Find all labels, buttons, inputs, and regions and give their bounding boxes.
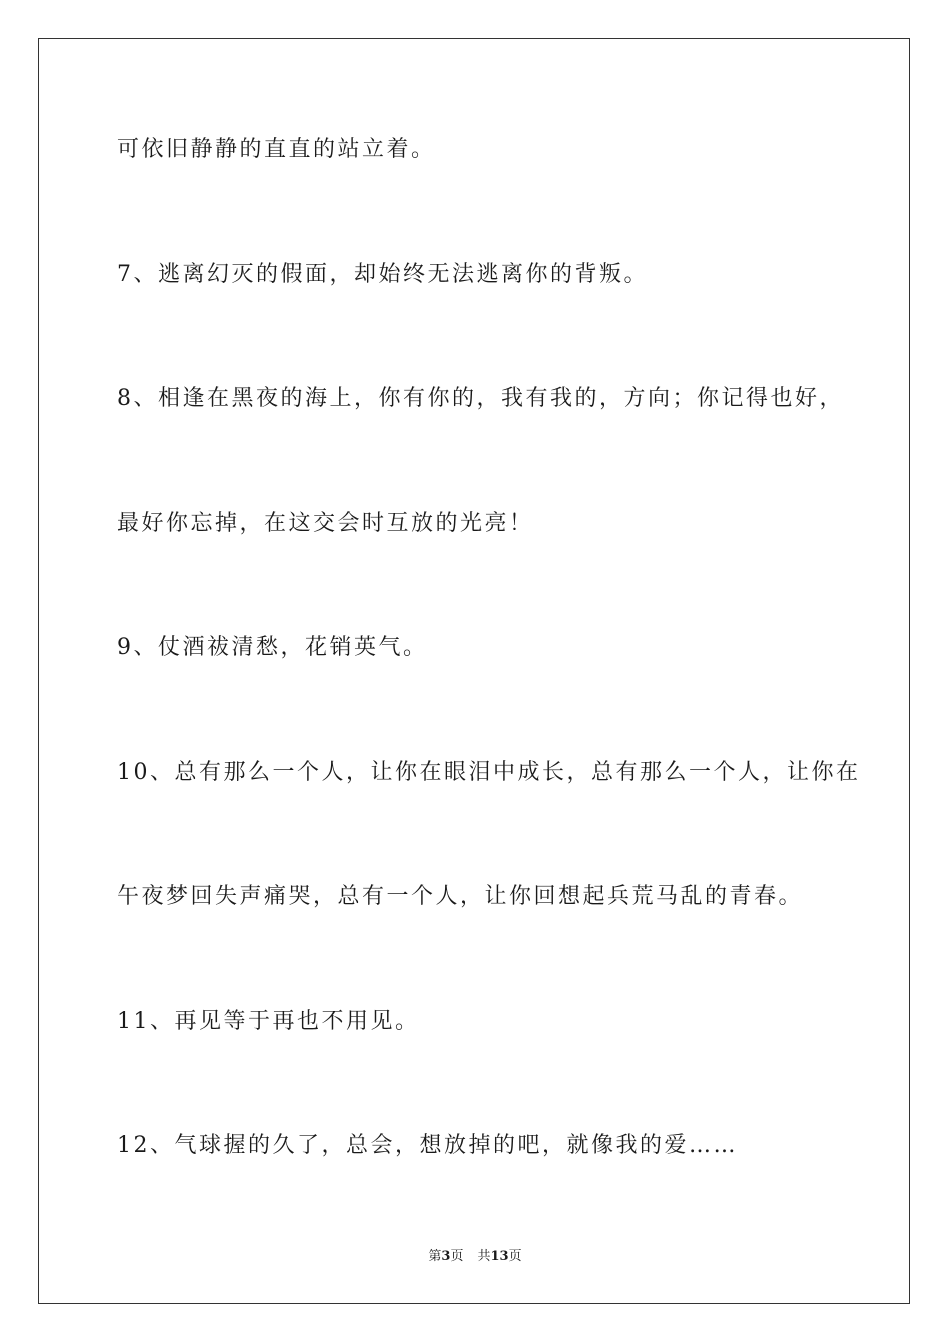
text-line-5: 9、仗酒祓清愁，花销英气。 [117,635,428,660]
page-number: 3 [441,1249,451,1264]
page-suffix: 页 [450,1249,464,1264]
text-line-7: 午夜梦回失声痛哭，总有一个人，让你回想起兵荒马乱的青春。 [117,884,804,909]
text-line-3: 8、相逢在黑夜的海上，你有你的，我有我的，方向；你记得也好， [117,386,844,411]
text-line-1: 可依旧静静的直直的站立着。 [117,137,436,162]
page-prefix: 第 [428,1249,442,1264]
text-line-4: 最好你忘掉，在这交会时互放的光亮！ [117,511,534,536]
page-footer [0,1249,950,1265]
text-line-2: 7、逃离幻灭的假面，却始终无法逃离你的背叛。 [117,262,648,287]
page-border [38,38,910,1304]
text-line-8: 11、再见等于再也不用见。 [117,1009,420,1034]
total-suffix: 页 [508,1249,522,1264]
total-prefix: 共 [477,1249,491,1264]
text-line-9: 12、气球握的久了，总会，想放掉的吧，就像我的爱…… [117,1133,738,1158]
total-pages: 13 [490,1249,509,1264]
text-line-6: 10、总有那么一个人，让你在眼泪中成长，总有那么一个人，让你在 [117,760,861,785]
